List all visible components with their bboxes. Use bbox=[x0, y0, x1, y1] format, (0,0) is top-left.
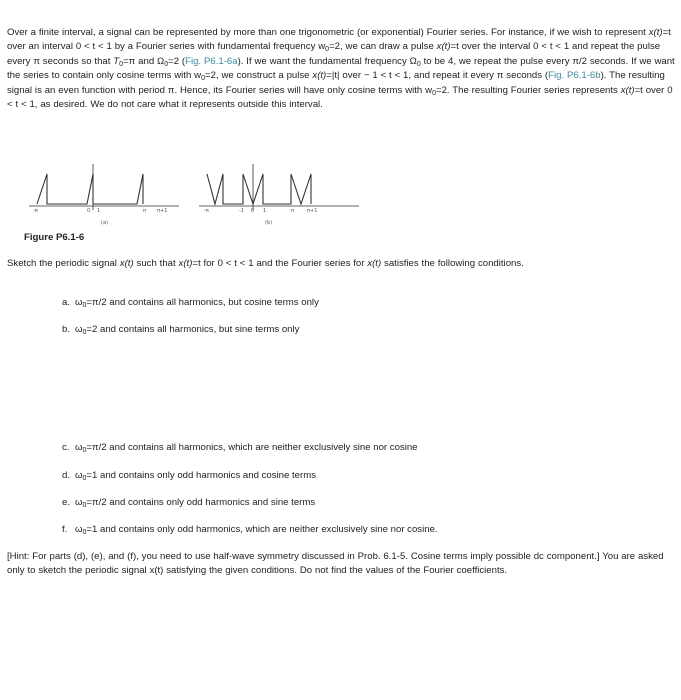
tick-a-2: 1 bbox=[97, 208, 101, 214]
label-a: (a) bbox=[101, 220, 108, 226]
list-item: c. $\omega_0=\pi/2$ and contains all harmonics, which are neither exclusively sine nor cosine bbox=[62, 442, 418, 454]
list-item: e. $\omega_0=\pi/2$ and contains only odd harmonics and sine terms bbox=[62, 497, 316, 509]
list-item: a. $\omega_0=\pi/2$ and contains all harmonics, but cosine terms only bbox=[62, 297, 319, 309]
tick-b-5: π+1 bbox=[307, 208, 318, 214]
label-b: (b) bbox=[265, 220, 273, 226]
tick-a-0: -π bbox=[33, 208, 38, 214]
tick-b-4: π bbox=[291, 208, 295, 214]
tick-b-3: 1 bbox=[263, 208, 267, 214]
tick-a-4: π+1 bbox=[157, 208, 168, 214]
waveform-b bbox=[207, 174, 311, 204]
waveform-a bbox=[37, 174, 143, 204]
list-item: b. $\omega_0=2$ and contains all harmonics, but sine terms only bbox=[62, 324, 300, 336]
tick-a-3: π bbox=[143, 208, 147, 214]
fig-a-link[interactable]: Fig. P6.1-6a bbox=[185, 55, 238, 67]
fig-b-link[interactable]: Fig. P6.1-6b bbox=[548, 70, 601, 82]
tick-b-2: 0 bbox=[251, 208, 255, 214]
tick-b-0: -π bbox=[204, 208, 209, 214]
figure-caption: Figure P6.1-6 bbox=[24, 232, 85, 243]
intro-paragraph: Over a finite interval, a signal can be represented by more than one trigonometric (or exponential) Fourier series. For instance, if we wish to represent x(t)=t over an interval 0 < t < 1 by a Fourier series with fundamental frequency $w_0=2$, we can draw a pulse x(t)=t over the interval 0 < t < 1 and repeat the pulse every π seconds so that $T_0=\pi$ and $\Omega_0=2$ (Fig. P6.1-6a). If we want the fundamental frequency $\Omega_0$ to be 4, we repeat the pulse every π/2 seconds. If we want the series to contain only cosine terms with $w_0=2$, we construct a pulse x(t)=|t| over − 1 < t < 1, and repeat it every π seconds (Fig. P6.1-6b). The resulting signal is an even function with period π. Hence, its Fourier series will have only cosine terms with $w_0=2$. The resulting Fourier series represents x(t)=t over 0 < t < 1, as desired. We do not care what it represents outside this interval. bbox=[7, 27, 675, 111]
hint-paragraph: [Hint: For parts (d), (e), and (f), you need to use half-wave symmetry discussed in Prob. 6.1-5. Cosine terms imply possible dc component.] You are asked only to sketch the periodic signal x(t) satisfying the given conditions. Do not find the values of the Fourier coefficients. bbox=[7, 551, 664, 577]
list-item: d. $\omega_0=1$ and contains only odd harmonics and cosine terms bbox=[62, 470, 316, 482]
panel-b bbox=[199, 164, 359, 226]
tick-a-1: 0 bbox=[87, 208, 91, 214]
tick-b-1: -1 bbox=[239, 208, 244, 214]
panel-a bbox=[29, 164, 179, 226]
figure-p6-1-6 bbox=[29, 160, 369, 242]
task-paragraph: Sketch the periodic signal x(t) such that x(t)=t for 0 < t < 1 and the Fourier series for x(t) satisfies the following conditions. bbox=[7, 258, 524, 269]
list-item: f. $\omega_0=1$ and contains only odd harmonics, which are neither exclusively sine nor cosine. bbox=[62, 524, 438, 536]
